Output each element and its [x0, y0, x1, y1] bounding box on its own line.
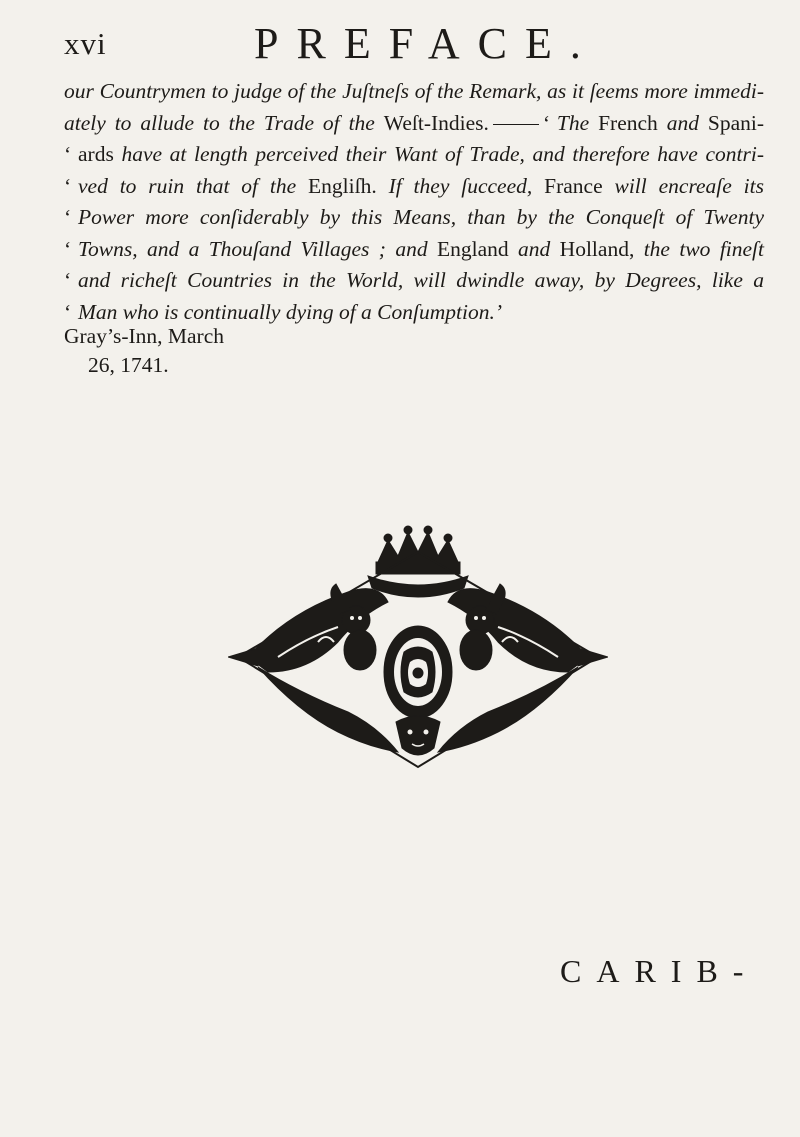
quote-mark: ‘ [64, 268, 72, 292]
printers-ornament-icon [228, 522, 608, 772]
quote-mark: ‘ [64, 205, 72, 229]
text-line [64, 139, 764, 171]
text-run: French [589, 110, 667, 135]
text-run: and richeſt Countries in the World, will dwindle away, by Degrees, like a [78, 268, 764, 292]
text-line [64, 265, 764, 297]
text-run: The [556, 110, 590, 135]
text-run: will encreaſe its [602, 173, 764, 198]
quote-mark: ‘ [64, 299, 72, 324]
text-line [64, 108, 764, 140]
text-run: Power more conſiderably by this Means, than by the Conqueſt of Twenty [78, 205, 764, 229]
text-run: Towns, and a Thouſand Villages ; and [78, 236, 437, 261]
text-line [64, 76, 764, 108]
text-run: ved to ruin that of the [78, 173, 309, 198]
signature-date: 26, 1741. [88, 353, 169, 377]
running-head: PREFACE. [254, 19, 599, 68]
text-line [64, 171, 764, 203]
quote-mark: ‘ [64, 142, 72, 166]
text-run: Spani- [698, 110, 765, 135]
mascaron-icon [396, 716, 440, 755]
quote-mark: ‘ [64, 236, 72, 261]
text-run: Holland, [559, 236, 635, 261]
em-rule [493, 124, 539, 125]
text-run: ately to allude to the Trade of the [64, 110, 384, 135]
signature-block [64, 322, 224, 380]
text-run: and [508, 236, 560, 261]
text-run: the two fineſt [634, 236, 765, 261]
text-run: and [666, 110, 699, 135]
text-line [64, 202, 764, 234]
page-header [64, 18, 754, 66]
text-line [64, 234, 764, 266]
text-run: Engliſh. [308, 173, 377, 198]
catchword: CARIB- [560, 953, 759, 989]
preface-text [64, 76, 764, 328]
crown-icon [376, 526, 460, 574]
cartouche-icon [384, 626, 452, 718]
text-run: Weſt-Indies. [383, 110, 489, 135]
text-run: our Countrymen to judge of the Juſtneſs of the Remark, as it ſeems more immedi- [64, 79, 764, 103]
signature-place: Gray’s-Inn, March [64, 324, 225, 348]
text-run: ards [78, 142, 122, 166]
quote-mark: ‘ [64, 173, 72, 198]
quote-mark: ‘ [542, 110, 551, 135]
text-run: have at length perceived their Want of Trade, and therefore have contri- [121, 142, 764, 166]
text-run: France [544, 173, 603, 198]
text-run: If they ſucceed, [376, 173, 545, 198]
text-run: England [436, 236, 509, 261]
text-run: Man who is continually dying of a Conſumption.’ [78, 299, 503, 324]
page-number: xvi [64, 26, 107, 61]
